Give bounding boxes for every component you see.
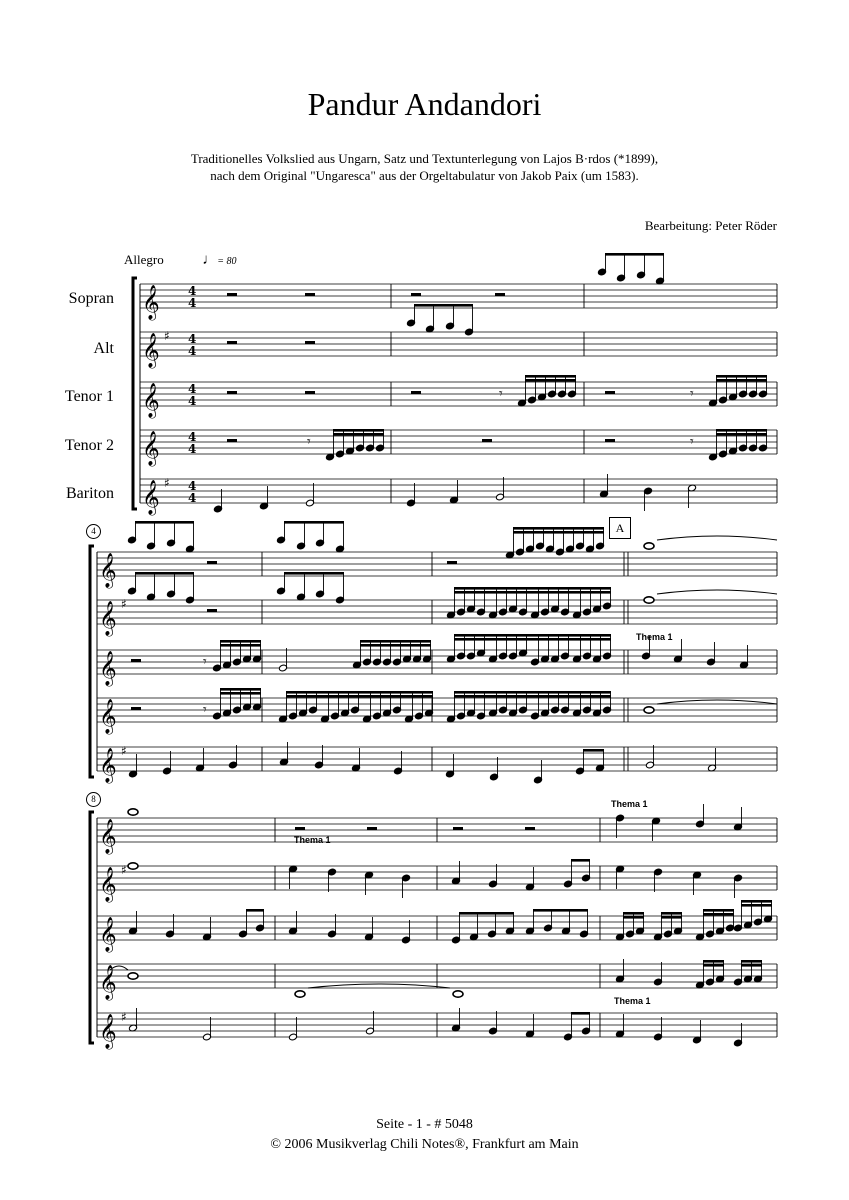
note-beam — [741, 904, 772, 907]
note-beam — [454, 591, 611, 594]
part-name-tenor-2: Tenor 2 — [64, 437, 114, 454]
note-beam — [333, 429, 384, 432]
note-beam — [741, 900, 772, 903]
sharp-icon: ♯ — [121, 597, 127, 611]
note-beam — [513, 531, 604, 534]
note-beam — [454, 638, 611, 641]
note-beam — [741, 964, 762, 967]
thema-label: Thema 1 — [636, 632, 673, 642]
part-name-bariton: Bariton — [66, 485, 114, 502]
treble-clef-icon: 𝄞 — [99, 965, 117, 1000]
time-signature-numerator: 4 — [188, 479, 197, 493]
treble-clef-icon: 𝄞 — [99, 867, 117, 902]
half-rest — [131, 707, 141, 710]
half-rest — [453, 827, 463, 830]
time-signature-denominator: 4 — [188, 296, 197, 310]
treble-clef-icon: 𝄞 — [99, 917, 117, 952]
system-bracket — [90, 546, 94, 777]
part-name-sopran: Sopran — [68, 290, 114, 307]
footer-copyright: © 2006 Musikverlag Chili Notes®, Frankfurt am Main — [270, 1137, 579, 1152]
time-signature-denominator: 4 — [188, 491, 197, 505]
note-beam — [459, 912, 514, 915]
time-signature-denominator: 4 — [188, 394, 197, 408]
treble-clef-icon: 𝄞 — [99, 553, 117, 588]
note-beam — [525, 375, 576, 378]
note-beam — [220, 644, 261, 647]
sharp-icon: ♯ — [121, 1010, 127, 1024]
note-beam — [716, 379, 767, 382]
note-beam — [661, 916, 682, 919]
note-beam — [454, 587, 611, 590]
tie — [308, 984, 450, 988]
half-rest — [227, 293, 237, 296]
half-rest — [227, 391, 237, 394]
sharp-icon: ♯ — [121, 863, 127, 877]
thema-label: Thema 1 — [611, 799, 648, 809]
treble-clef-icon: 𝄞 — [99, 601, 117, 636]
treble-clef-icon: 𝄞 — [142, 285, 160, 320]
treble-clef-icon: 𝄞 — [142, 333, 160, 368]
note-beam — [360, 640, 431, 643]
note-beam — [703, 960, 724, 963]
note-beam — [220, 688, 261, 691]
treble-clef-icon: 𝄞 — [142, 431, 160, 466]
note-beam — [513, 527, 604, 530]
part-name-alt: Alt — [93, 340, 114, 357]
note-beam — [286, 695, 433, 698]
half-rest — [367, 827, 377, 830]
note-beam — [703, 909, 734, 912]
system-bracket — [90, 812, 94, 1043]
subtitle-line-2: nach dem Original "Ungaresca" aus der Orgeltabulatur von Jakob Paix (um 1583). — [210, 168, 639, 183]
eighth-rest-icon: 𝄾 — [307, 434, 311, 450]
note-beam — [220, 692, 261, 695]
note-beam — [533, 909, 588, 912]
note-beam — [571, 1012, 590, 1015]
note-beam — [716, 429, 767, 432]
note-beam — [454, 695, 611, 698]
note-beam — [716, 375, 767, 378]
note-beam — [703, 913, 734, 916]
sharp-icon: ♯ — [164, 329, 170, 343]
whole-note — [128, 809, 138, 815]
note-beam — [286, 691, 433, 694]
half-rest — [207, 609, 217, 612]
note-beam — [571, 859, 590, 862]
note-beam — [414, 304, 473, 307]
note-beam — [623, 912, 644, 915]
arranger-credit: Bearbeitung: Peter Röder — [644, 218, 777, 233]
eighth-rest-icon: 𝄾 — [690, 386, 694, 402]
note-beam — [525, 379, 576, 382]
whole-note — [644, 543, 654, 549]
thema-label: Thema 1 — [294, 835, 331, 845]
whole-note — [128, 973, 138, 979]
tie — [657, 590, 777, 594]
time-signature-numerator: 4 — [188, 430, 197, 444]
treble-clef-icon: 𝄞 — [99, 651, 117, 686]
half-rest — [447, 561, 457, 564]
note-beam — [284, 521, 344, 524]
eighth-rest-icon: 𝄾 — [203, 702, 207, 718]
treble-clef-icon: 𝄞 — [99, 748, 117, 783]
note-beam — [454, 634, 611, 637]
treble-clef-icon: 𝄞 — [99, 699, 117, 734]
treble-clef-icon: 𝄞 — [99, 819, 117, 854]
time-signature-numerator: 4 — [188, 332, 197, 346]
half-rest — [605, 391, 615, 394]
note-beam — [135, 521, 194, 524]
whole-note — [644, 707, 654, 713]
whole-note — [453, 991, 463, 997]
half-rest — [495, 293, 505, 296]
note-beam — [716, 433, 767, 436]
time-signature-denominator: 4 — [188, 442, 197, 456]
measure-number-4: 4 — [86, 524, 101, 539]
tempo-bpm: = 80 — [217, 256, 237, 267]
treble-clef-icon: 𝄞 — [142, 383, 160, 418]
note-beam — [360, 644, 431, 647]
half-rest — [525, 827, 535, 830]
note-beam — [605, 253, 664, 256]
half-rest — [131, 659, 141, 662]
whole-note — [295, 991, 305, 997]
sharp-icon: ♯ — [121, 744, 127, 758]
eighth-rest-icon: 𝄾 — [499, 386, 503, 402]
half-rest — [295, 827, 305, 830]
half-rest — [207, 561, 217, 564]
score-title: Pandur Andandori — [307, 86, 542, 122]
half-rest — [411, 293, 421, 296]
half-rest — [605, 439, 615, 442]
measure-number-8: 8 — [86, 792, 101, 807]
tie — [657, 536, 777, 540]
treble-clef-icon: 𝄞 — [142, 480, 160, 515]
half-rest — [411, 391, 421, 394]
note-beam — [333, 433, 384, 436]
half-rest — [305, 293, 315, 296]
note-beam — [661, 912, 682, 915]
time-signature-numerator: 4 — [188, 284, 197, 298]
whole-note — [128, 863, 138, 869]
tie — [657, 700, 777, 704]
half-rest — [227, 341, 237, 344]
note-beam — [741, 960, 762, 963]
half-rest — [482, 439, 492, 442]
half-rest — [305, 341, 315, 344]
thema-label: Thema 1 — [614, 996, 651, 1006]
treble-clef-icon: 𝄞 — [99, 1014, 117, 1049]
note-beam — [703, 964, 724, 967]
tempo-text: Allegro — [124, 252, 164, 267]
half-rest — [305, 391, 315, 394]
rehearsal-mark: A — [609, 517, 631, 539]
time-signature-denominator: 4 — [188, 344, 197, 358]
quarter-note-icon: ♩ — [202, 252, 218, 268]
part-name-tenor-1: Tenor 1 — [64, 388, 114, 405]
time-signature-numerator: 4 — [188, 382, 197, 396]
note-beam — [454, 691, 611, 694]
note-beam — [583, 749, 604, 752]
sharp-icon: ♯ — [164, 476, 170, 490]
subtitle-line-1: Traditionelles Volkslied aus Ungarn, Satz und Textunterlegung von Lajos B·rdos (*1899), — [190, 151, 659, 166]
eighth-rest-icon: 𝄾 — [690, 434, 694, 450]
note-beam — [246, 909, 264, 912]
half-rest — [227, 439, 237, 442]
eighth-rest-icon: 𝄾 — [203, 654, 207, 670]
footer-page-line: Seite - 1 - # 5048 — [376, 1117, 473, 1132]
note-beam — [135, 572, 194, 575]
system-bracket — [133, 278, 137, 509]
note-beam — [623, 916, 644, 919]
whole-note — [644, 597, 654, 603]
note-beam — [284, 572, 344, 575]
note-beam — [220, 640, 261, 643]
